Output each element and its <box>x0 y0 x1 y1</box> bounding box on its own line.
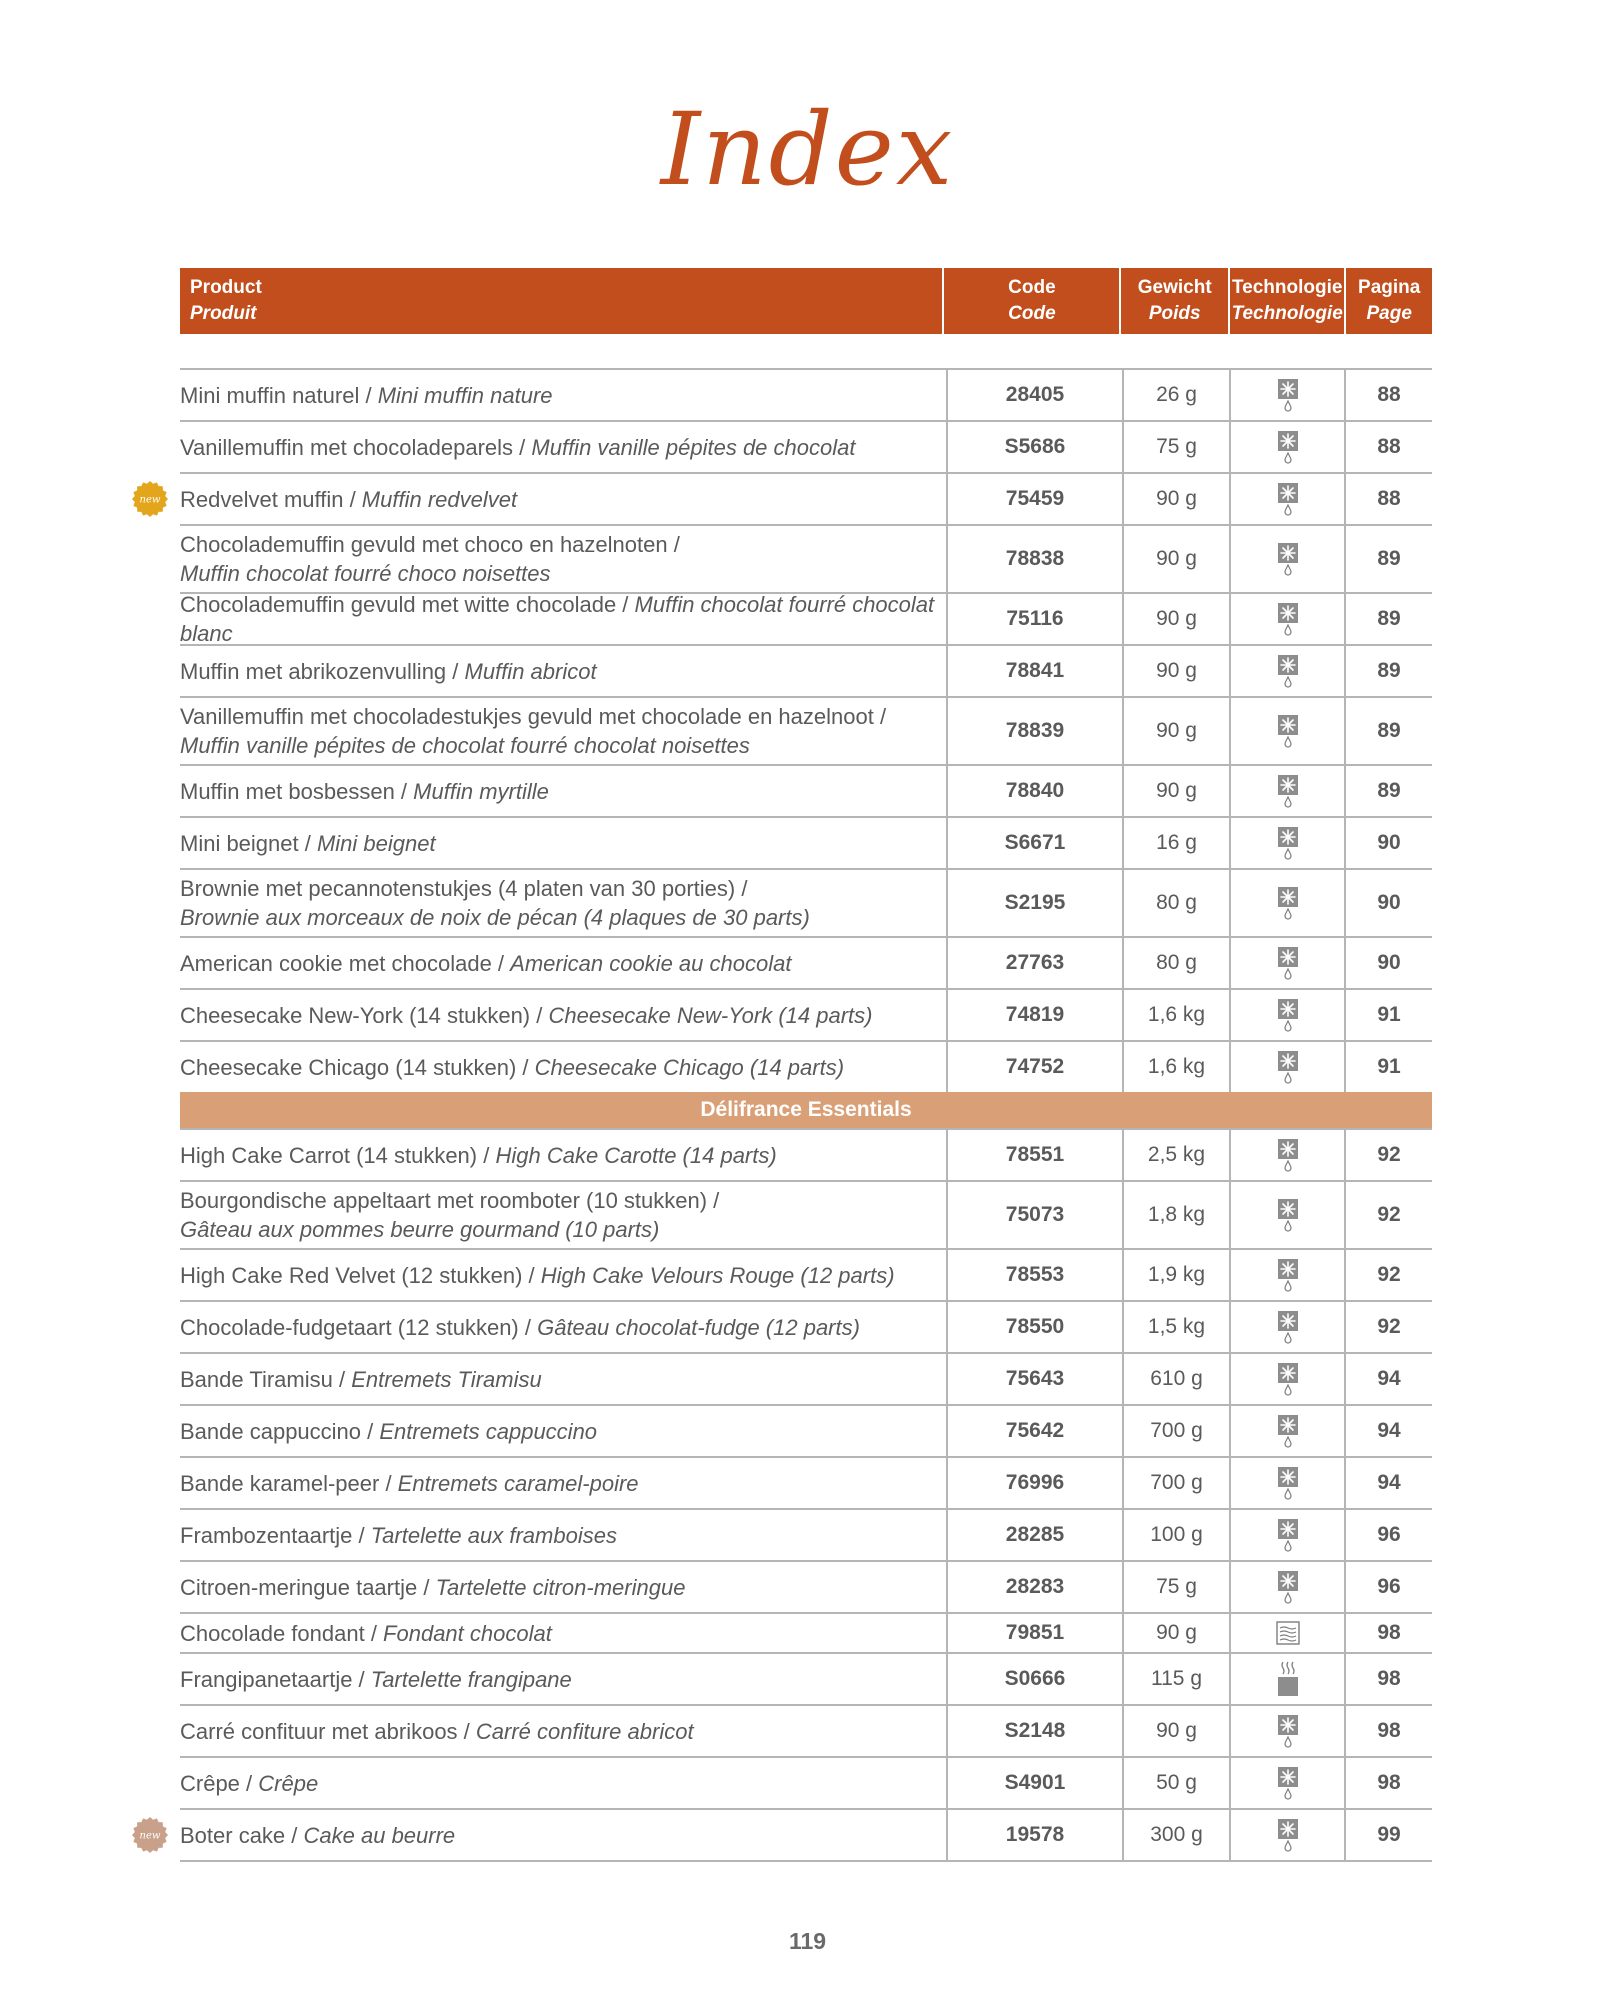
weight-cell: 700 g <box>1124 1458 1231 1508</box>
table-row <box>180 1128 1432 1180</box>
page-cell: 90 <box>1377 891 1401 914</box>
technology-cell <box>1231 594 1346 644</box>
code-cell: 75643 <box>948 1354 1124 1404</box>
product-name-fr: Carré confiture abricot <box>475 1718 694 1744</box>
product-name-nl: Chocolade-fudgetaart (12 stukken) / <box>180 1314 538 1340</box>
product-name-nl: Bourgondische appeltaart met roomboter (10 stukken) / <box>180 1188 720 1213</box>
product-name-fr: Entremets Tiramisu <box>351 1366 542 1392</box>
weight-cell: 90 g <box>1124 1706 1231 1756</box>
freezer-icon <box>1277 998 1299 1032</box>
page-cell: 90 <box>1377 831 1401 854</box>
code-cell: 74752 <box>948 1042 1124 1092</box>
technology-cell <box>1231 370 1346 420</box>
table-row <box>180 868 1432 936</box>
technology-cell <box>1231 818 1346 868</box>
product-name <box>180 530 680 588</box>
weight-cell: 90 g <box>1124 1614 1231 1652</box>
table-row <box>180 1652 1432 1704</box>
product-name <box>180 1665 572 1694</box>
technology-cell <box>1231 1758 1346 1808</box>
product-name <box>180 1313 860 1342</box>
freezer-icon <box>1277 1766 1299 1800</box>
product-name-fr: Entremets caramel-poire <box>397 1470 639 1496</box>
table-row <box>180 592 1432 644</box>
product-name <box>180 1001 873 1030</box>
product-name-fr: High Cake Velours Rouge (12 parts) <box>540 1262 895 1288</box>
weight-cell: 1,8 kg <box>1124 1182 1231 1248</box>
product-name-nl: Vanillemuffin met chocoladeparels / <box>180 434 532 460</box>
page-cell: 98 <box>1377 1771 1401 1794</box>
page-cell: 89 <box>1377 779 1401 802</box>
weight-cell: 90 g <box>1124 526 1231 592</box>
product-name <box>180 1573 685 1602</box>
code-cell: S5686 <box>948 422 1124 472</box>
table-row <box>180 1404 1432 1456</box>
freezer-icon <box>1277 1714 1299 1748</box>
product-cell <box>180 1302 948 1352</box>
product-cell <box>180 1458 948 1508</box>
code-cell: 28285 <box>948 1510 1124 1560</box>
table-row <box>180 1352 1432 1404</box>
weight-cell: 50 g <box>1124 1758 1231 1808</box>
page-cell: 99 <box>1377 1823 1401 1846</box>
freezer-icon <box>1277 1310 1299 1344</box>
table-row <box>180 696 1432 764</box>
freezer-icon <box>1277 774 1299 808</box>
product-name-nl: Citroen-meringue taartje / <box>180 1574 436 1600</box>
product-cell <box>180 1562 948 1612</box>
weight-cell: 80 g <box>1124 870 1231 936</box>
code-cell: 28405 <box>948 370 1124 420</box>
product-name <box>180 1261 895 1290</box>
product-name <box>180 1365 542 1394</box>
table-row <box>180 764 1432 816</box>
technology-cell <box>1231 1458 1346 1508</box>
freezer-icon <box>1277 542 1299 576</box>
code-cell: 78839 <box>948 698 1124 764</box>
product-name-fr: Muffin chocolat fourré chocolat blanc <box>180 592 935 646</box>
weight-cell: 610 g <box>1124 1354 1231 1404</box>
table-row <box>180 524 1432 592</box>
code-cell: S2195 <box>948 870 1124 936</box>
new-badge-icon <box>132 481 168 517</box>
weight-cell: 300 g <box>1124 1810 1231 1860</box>
header-code-nl: Code <box>1008 277 1056 298</box>
product-name-fr: Muffin vanille pépites de chocolat <box>531 434 856 460</box>
technology-cell <box>1231 1810 1346 1860</box>
product-cell <box>180 1614 948 1652</box>
page-cell: 94 <box>1377 1471 1401 1494</box>
code-cell: S4901 <box>948 1758 1124 1808</box>
weight-cell: 1,6 kg <box>1124 990 1231 1040</box>
technology-cell <box>1231 1130 1346 1180</box>
page-cell: 88 <box>1377 487 1401 510</box>
product-cell <box>180 1130 948 1180</box>
code-cell: S0666 <box>948 1654 1124 1704</box>
product-name-fr: Muffin abricot <box>464 658 597 684</box>
code-cell: S2148 <box>948 1706 1124 1756</box>
weight-cell: 100 g <box>1124 1510 1231 1560</box>
header-page-nl: Pagina <box>1358 277 1421 298</box>
weight-cell: 115 g <box>1124 1654 1231 1704</box>
product-name <box>180 1821 455 1850</box>
header-tech-fr: Technologie <box>1231 303 1343 324</box>
weight-cell: 90 g <box>1124 646 1231 696</box>
product-cell <box>180 646 948 696</box>
table-row <box>180 1756 1432 1808</box>
code-cell: 75642 <box>948 1406 1124 1456</box>
product-name-fr: Muffin chocolat fourré choco noisettes <box>180 561 551 586</box>
product-name-nl: High Cake Carrot (14 stukken) / <box>180 1142 496 1168</box>
table-row <box>180 988 1432 1040</box>
page-cell: 88 <box>1377 435 1401 458</box>
header-page <box>1346 268 1432 334</box>
page-cell: 92 <box>1377 1263 1401 1286</box>
technology-cell <box>1231 938 1346 988</box>
product-name-fr: Muffin redvelvet <box>361 486 518 512</box>
product-name <box>180 433 855 462</box>
product-cell <box>180 698 948 764</box>
product-name-nl: Bande Tiramisu / <box>180 1366 352 1392</box>
code-cell: 75459 <box>948 474 1124 524</box>
page-cell: 92 <box>1377 1315 1401 1338</box>
page-cell: 89 <box>1377 607 1401 630</box>
table-row <box>180 816 1432 868</box>
product-name-fr: Cheesecake New-York (14 parts) <box>548 1002 873 1028</box>
weight-cell: 700 g <box>1124 1406 1231 1456</box>
freezer-icon <box>1277 886 1299 920</box>
freezer-icon <box>1277 1570 1299 1604</box>
table-body-main <box>139 368 1432 1092</box>
page-cell: 96 <box>1377 1575 1401 1598</box>
table-row <box>139 472 1432 524</box>
weight-cell: 26 g <box>1124 370 1231 420</box>
product-name <box>180 1417 597 1446</box>
table-bottom-rule <box>180 1860 1432 1862</box>
freezer-icon <box>1277 378 1299 412</box>
freezer-icon <box>1277 430 1299 464</box>
technology-cell <box>1231 870 1346 936</box>
table-row <box>180 1560 1432 1612</box>
product-name-nl: Boter cake / <box>180 1822 304 1848</box>
header-product-fr: Produit <box>190 303 257 324</box>
table-row <box>180 1300 1432 1352</box>
code-cell: 78840 <box>948 766 1124 816</box>
page-number: 119 <box>788 1928 827 1954</box>
table-row <box>180 420 1432 472</box>
code-cell: 78550 <box>948 1302 1124 1352</box>
product-name-fr: Brownie aux morceaux de noix de pécan (4 plaques de 30 parts) <box>180 905 810 930</box>
freezer-icon <box>1277 826 1299 860</box>
product-cell <box>180 990 948 1040</box>
table-row <box>180 368 1432 420</box>
code-cell: 75116 <box>948 594 1124 644</box>
product-cell <box>180 1354 948 1404</box>
header-product-nl: Product <box>190 277 262 298</box>
freezer-icon <box>1277 482 1299 516</box>
product-cell <box>180 1654 948 1704</box>
code-cell: 78838 <box>948 526 1124 592</box>
product-name-nl: Muffin met abrikozenvulling / <box>180 658 465 684</box>
page-cell: 98 <box>1377 1719 1401 1742</box>
product-name-fr: Cake au beurre <box>303 1822 456 1848</box>
freezer-icon <box>1277 654 1299 688</box>
product-name <box>180 777 549 806</box>
product-name <box>180 1053 844 1082</box>
product-name-fr: Gâteau chocolat-fudge (12 parts) <box>537 1314 860 1340</box>
page-cell: 91 <box>1377 1003 1401 1026</box>
product-cell <box>180 1042 948 1092</box>
product-name <box>180 381 553 410</box>
header-weight-nl: Gewicht <box>1137 277 1212 298</box>
product-cell <box>180 870 948 936</box>
table-row <box>180 936 1432 988</box>
product-name-nl: Chocolademuffin gevuld met witte chocolade / <box>180 592 635 617</box>
technology-cell <box>1231 766 1346 816</box>
product-cell <box>180 1250 948 1300</box>
code-cell: 28283 <box>948 1562 1124 1612</box>
product-name-fr: Tartelette frangipane <box>370 1666 572 1692</box>
product-name <box>180 1141 777 1170</box>
product-name-fr: Fondant chocolat <box>383 1620 552 1646</box>
product-cell <box>180 1810 948 1860</box>
technology-cell <box>1231 1042 1346 1092</box>
product-name <box>180 657 597 686</box>
technology-cell <box>1231 1406 1346 1456</box>
header-tech-nl: Technologie <box>1231 277 1343 298</box>
code-cell: 74819 <box>948 990 1124 1040</box>
product-name-fr: American cookie au chocolat <box>510 950 792 976</box>
product-name <box>180 949 791 978</box>
header-product <box>180 268 944 334</box>
technology-cell <box>1231 1706 1346 1756</box>
header-weight-fr: Poids <box>1148 303 1201 324</box>
index-table <box>139 268 1432 1862</box>
freezer-icon <box>1277 1414 1299 1448</box>
freezer-icon <box>1277 1518 1299 1552</box>
page-cell: 89 <box>1377 659 1401 682</box>
weight-cell: 90 g <box>1124 474 1231 524</box>
freezer-icon <box>1277 1138 1299 1172</box>
page-cell: 91 <box>1377 1055 1401 1078</box>
weight-cell: 2,5 kg <box>1124 1130 1231 1180</box>
page-cell: 98 <box>1377 1667 1401 1690</box>
product-name <box>180 874 810 932</box>
table-row <box>180 1248 1432 1300</box>
code-cell: 76996 <box>948 1458 1124 1508</box>
product-name-nl: Mini beignet / <box>180 830 317 856</box>
product-name-nl: Cheesecake Chicago (14 stukken) / <box>180 1054 535 1080</box>
product-name <box>180 702 886 760</box>
freezer-icon <box>1277 1818 1299 1852</box>
product-name <box>180 1469 639 1498</box>
badge-label: new <box>139 494 161 506</box>
code-cell: 19578 <box>948 1810 1124 1860</box>
oven-icon <box>1276 1660 1300 1698</box>
weight-cell: 16 g <box>1124 818 1231 868</box>
freezer-icon <box>1277 1362 1299 1396</box>
technology-cell <box>1231 526 1346 592</box>
header-weight <box>1121 268 1229 334</box>
product-name-nl: Bande karamel-peer / <box>180 1470 398 1496</box>
page-cell: 98 <box>1377 1621 1401 1644</box>
weight-cell: 75 g <box>1124 422 1231 472</box>
freezer-icon <box>1277 1198 1299 1232</box>
product-name-fr: Gâteau aux pommes beurre gourmand (10 parts) <box>180 1217 660 1242</box>
technology-cell <box>1231 474 1346 524</box>
weight-cell: 1,9 kg <box>1124 1250 1231 1300</box>
page-cell: 88 <box>1377 383 1401 406</box>
code-cell: 75073 <box>948 1182 1124 1248</box>
code-cell: S6671 <box>948 818 1124 868</box>
weight-cell: 90 g <box>1124 766 1231 816</box>
product-cell <box>180 1510 948 1560</box>
technology-cell <box>1231 1354 1346 1404</box>
product-cell <box>180 370 948 420</box>
product-name-nl: High Cake Red Velvet (12 stukken) / <box>180 1262 541 1288</box>
product-name-fr: High Cake Carotte (14 parts) <box>495 1142 777 1168</box>
freezer-icon <box>1277 714 1299 748</box>
product-name <box>180 485 517 514</box>
product-name-nl: Crêpe / <box>180 1770 259 1796</box>
product-name <box>180 1619 552 1648</box>
product-name-nl: Cheesecake New-York (14 stukken) / <box>180 1002 549 1028</box>
technology-cell <box>1231 698 1346 764</box>
page-cell: 94 <box>1377 1419 1401 1442</box>
weight-cell: 1,5 kg <box>1124 1302 1231 1352</box>
table-row <box>180 1704 1432 1756</box>
weight-cell: 1,6 kg <box>1124 1042 1231 1092</box>
product-name-nl: American cookie met chocolade / <box>180 950 511 976</box>
product-name <box>180 1769 318 1798</box>
product-name-fr: Crêpe <box>258 1770 319 1796</box>
product-name <box>180 1521 617 1550</box>
product-name-nl: Vanillemuffin met chocoladestukjes gevuld met chocolade en hazelnoot / <box>180 704 887 729</box>
table-body-essentials <box>139 1128 1432 1860</box>
freezer-icon <box>1277 1466 1299 1500</box>
page-cell: 89 <box>1377 547 1401 570</box>
weight-cell: 90 g <box>1124 698 1231 764</box>
product-cell <box>180 1758 948 1808</box>
product-cell <box>180 766 948 816</box>
page-cell: 94 <box>1377 1367 1401 1390</box>
product-name-fr: Mini muffin nature <box>377 382 553 408</box>
product-name-fr: Tartelette aux framboises <box>370 1522 617 1548</box>
weight-cell: 80 g <box>1124 938 1231 988</box>
table-header <box>180 268 1432 334</box>
code-cell: 27763 <box>948 938 1124 988</box>
product-name <box>180 1186 719 1244</box>
product-cell <box>180 1706 948 1756</box>
product-name-nl: Chocolade fondant / <box>180 1620 384 1646</box>
header-code <box>944 268 1121 334</box>
product-cell <box>180 422 948 472</box>
table-row <box>180 1612 1432 1652</box>
technology-cell <box>1231 1510 1346 1560</box>
product-name-fr: Entremets cappuccino <box>379 1418 598 1444</box>
weight-cell: 75 g <box>1124 1562 1231 1612</box>
technology-cell <box>1231 990 1346 1040</box>
technology-cell <box>1231 1562 1346 1612</box>
product-name-nl: Redvelvet muffin / <box>180 486 362 512</box>
product-cell <box>180 474 948 524</box>
code-cell: 79851 <box>948 1614 1124 1652</box>
product-cell <box>180 818 948 868</box>
product-name-nl: Frangipanetaartje / <box>180 1666 371 1692</box>
header-technology <box>1230 268 1346 334</box>
product-name <box>180 590 946 648</box>
table-row <box>180 1456 1432 1508</box>
product-name <box>180 829 436 858</box>
code-cell: 78551 <box>948 1130 1124 1180</box>
layers-icon <box>1276 1621 1300 1645</box>
product-name-nl: Mini muffin naturel / <box>180 382 378 408</box>
product-name-fr: Mini beignet <box>316 830 436 856</box>
table-row <box>139 1808 1432 1860</box>
freezer-icon <box>1277 946 1299 980</box>
technology-cell <box>1231 1250 1346 1300</box>
product-name-nl: Brownie met pecannotenstukjes (4 platen van 30 porties) / <box>180 876 748 901</box>
weight-cell: 90 g <box>1124 594 1231 644</box>
technology-cell <box>1231 1302 1346 1352</box>
table-row <box>180 1180 1432 1248</box>
product-name-fr: Cheesecake Chicago (14 parts) <box>534 1054 845 1080</box>
table-row <box>180 1508 1432 1560</box>
product-cell <box>180 526 948 592</box>
new-badge-icon <box>132 1817 168 1853</box>
code-cell: 78553 <box>948 1250 1124 1300</box>
page-cell: 96 <box>1377 1523 1401 1546</box>
freezer-icon <box>1277 602 1299 636</box>
technology-cell <box>1231 646 1346 696</box>
product-name <box>180 1717 694 1746</box>
technology-cell <box>1231 1614 1346 1652</box>
technology-cell <box>1231 1182 1346 1248</box>
code-cell: 78841 <box>948 646 1124 696</box>
table-row <box>180 644 1432 696</box>
technology-cell <box>1231 1654 1346 1704</box>
page-cell: 92 <box>1377 1203 1401 1226</box>
product-name-nl: Frambozentaartje / <box>180 1522 371 1548</box>
product-name-nl: Bande cappuccino / <box>180 1418 380 1444</box>
page-cell: 89 <box>1377 719 1401 742</box>
technology-cell <box>1231 422 1346 472</box>
product-cell <box>180 938 948 988</box>
section-header: Délifrance Essentials <box>180 1092 1432 1128</box>
product-name-fr: Tartelette citron-meringue <box>435 1574 686 1600</box>
product-name-fr: Muffin vanille pépites de chocolat fourré chocolat noisettes <box>180 733 750 758</box>
page-title: Index <box>660 91 955 208</box>
product-cell <box>180 1406 948 1456</box>
product-name-nl: Carré confituur met abrikoos / <box>180 1718 476 1744</box>
table-row <box>180 1040 1432 1092</box>
product-cell <box>180 594 948 644</box>
header-code-fr: Code <box>1008 303 1056 324</box>
product-name-fr: Muffin myrtille <box>413 778 549 804</box>
product-cell <box>180 1182 948 1248</box>
page-cell: 90 <box>1377 951 1401 974</box>
product-name-nl: Muffin met bosbessen / <box>180 778 414 804</box>
header-page-fr: Page <box>1366 303 1412 324</box>
page-cell: 92 <box>1377 1143 1401 1166</box>
freezer-icon <box>1277 1258 1299 1292</box>
product-name-nl: Chocolademuffin gevuld met choco en hazelnoten / <box>180 532 680 557</box>
freezer-icon <box>1277 1050 1299 1084</box>
badge-label: new <box>139 1830 161 1842</box>
